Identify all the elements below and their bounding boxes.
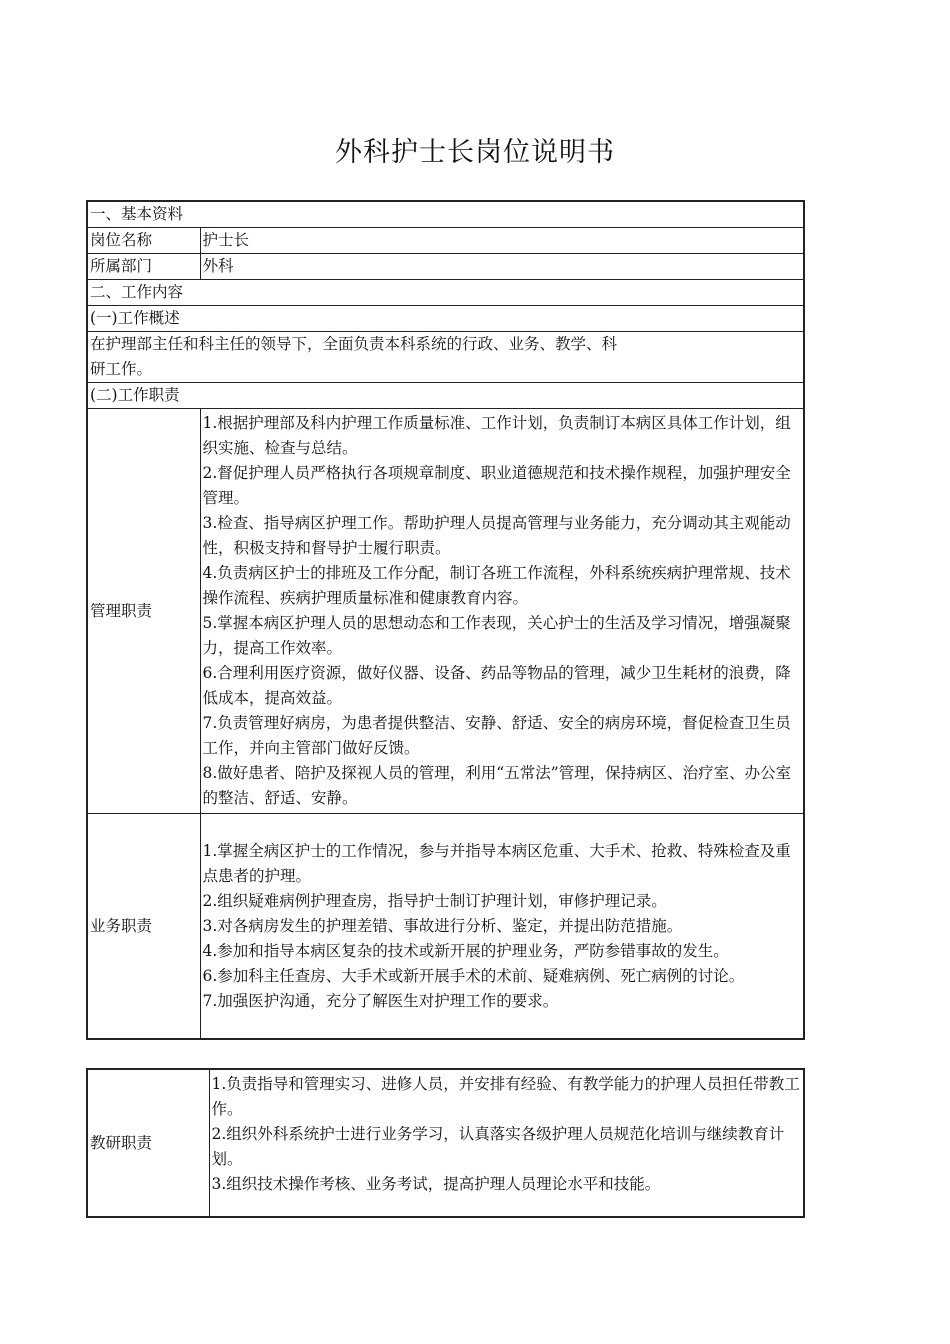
teaching-row [87, 1069, 804, 1217]
overview-line: 在护理部主任和科主任的领导下，全面负责本科系统的行政、业务、教学、科 [90, 335, 618, 353]
list-item: 4.负责病区护士的排班及工作分配，制订各班工作流程，外科系统疾病护理常规、技术操作流程、疾病护理质量标准和健康教育内容。 [202, 564, 791, 607]
management-list [200, 409, 804, 814]
business-label: 业务职责 [87, 814, 200, 1040]
list-item: 7.负责管理好病房，为患者提供整洁、安静、舒适、安全的病房环境，督促检查卫生员工作，并向主管部门做好反馈。 [202, 714, 791, 757]
section-row-basic [87, 201, 804, 228]
list-item: 2.督促护理人员严格执行各项规章制度、职业道德规范和技术操作规程，加强护理安全管理。 [202, 464, 791, 507]
job-description-table [86, 200, 805, 1040]
page-title: 外科护士长岗位说明书 [335, 137, 615, 168]
list-item: 6.合理利用医疗资源，做好仪器、设备、药品等物品的管理，减少卫生耗材的浪费，降低成本，提高效益。 [202, 664, 791, 707]
position-label: 岗位名称 [87, 228, 200, 254]
list-item: 7.加强医护沟通，充分了解医生对护理工作的要求。 [202, 991, 559, 1010]
duties-heading-row [87, 383, 804, 409]
overview-heading-row [87, 306, 804, 332]
list-item: 3.组织技术操作考核、业务考试，提高护理人员理论水平和技能。 [211, 1175, 661, 1193]
list-item: 1.掌握全病区护士的工作情况，参与并指导本病区危重、大手术、抢救、特殊检查及重点患者的护理。 [202, 841, 791, 885]
overview-text [87, 332, 804, 383]
list-item: 8.做好患者、陪护及探视人员的管理，利用“五常法”管理，保持病区、治疗室、办公室的整洁、舒适、安静。 [202, 764, 792, 807]
list-item: 3.检查、指导病区护理工作。帮助护理人员提高管理与业务能力，充分调动其主观能动性，积极支持和督导护士履行职责。 [202, 514, 791, 557]
department-label: 所属部门 [87, 254, 200, 280]
management-label: 管理职责 [87, 409, 200, 814]
list-item: 2.组织疑难病例护理查房，指导护士制订护理计划，审修护理记录。 [202, 891, 667, 910]
section-heading-content: 二、工作内容 [87, 280, 804, 306]
list-item: 6.参加科主任查房、大手术或新开展手术的术前、疑难病例、死亡病例的讨论。 [202, 966, 745, 985]
info-row-position [87, 228, 804, 254]
duties-heading: (二)工作职责 [87, 383, 804, 409]
management-row [87, 409, 804, 814]
overview-line: 研工作。 [90, 360, 153, 378]
section-heading-basic: 一、基本资料 [87, 201, 804, 228]
list-item: 2.组织外科系统护士进行业务学习，认真落实各级护理人员规范化培训与继续教育计划。 [211, 1125, 785, 1168]
info-row-department [87, 254, 804, 280]
department-value: 外科 [200, 254, 804, 280]
section-row-content [87, 280, 804, 306]
list-item: 3.对各病房发生的护理差错、事故进行分析、鉴定，并提出防范措施。 [202, 916, 683, 935]
list-item: 5.掌握本病区护理人员的思想动态和工作表现，关心护士的生活及学习情况，增强凝聚力，提高工作效率。 [202, 614, 791, 657]
business-row [87, 814, 804, 1040]
teaching-table [86, 1068, 805, 1218]
overview-row [87, 332, 804, 383]
teaching-label: 教研职责 [87, 1069, 209, 1217]
overview-heading: (一)工作概述 [87, 306, 804, 332]
position-value: 护士长 [200, 228, 804, 254]
business-list [200, 814, 804, 1040]
list-item: 4.参加和指导本病区复杂的技术或新开展的护理业务，严防参错事故的发生。 [202, 941, 729, 960]
list-item: 1.根据护理部及科内护理工作质量标准、工作计划，负责制订本病区具体工作计划，组织实施、检查与总结。 [202, 414, 791, 457]
list-item: 1.负责指导和管理实习、进修人员，并安排有经验、有教学能力的护理人员担任带教工作。 [211, 1075, 800, 1118]
teaching-list [209, 1069, 804, 1217]
